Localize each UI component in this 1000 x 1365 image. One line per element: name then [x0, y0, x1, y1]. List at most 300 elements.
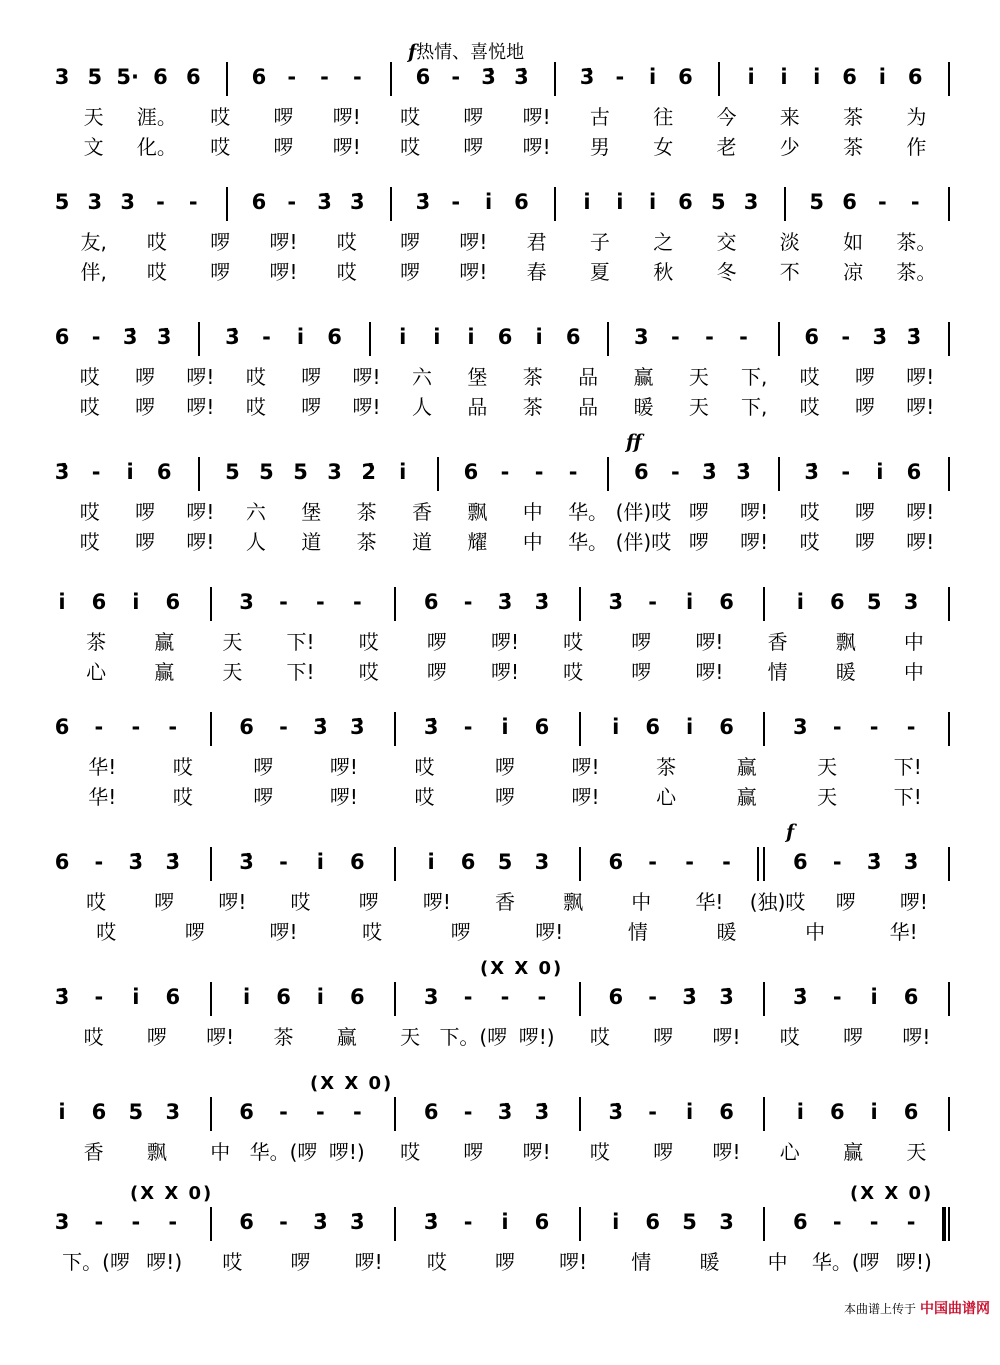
lyric-syllable: 华。 [568, 500, 609, 524]
lyric-syllable: 啰 [135, 530, 156, 554]
note: 3 [719, 1210, 734, 1234]
barline [763, 982, 765, 1016]
lyric-syllable: 啰! [354, 1250, 383, 1274]
note: - [451, 65, 461, 89]
lyric-syllable: 啰! [522, 105, 551, 129]
dynamic-f: f [408, 41, 417, 63]
lyric-syllable: 哎 [414, 755, 435, 779]
lyric-syllable: 啰!) [896, 1250, 932, 1274]
lyric-syllable: 哎 [172, 785, 193, 809]
note: 3̇ [350, 715, 365, 739]
barline [210, 847, 212, 881]
note: i [747, 65, 755, 89]
lyric-syllable: 华。(啰 [811, 1250, 880, 1274]
barline [394, 1097, 396, 1131]
lyric-syllable: 化。 [136, 135, 177, 159]
lyric-syllable: 啰! [490, 630, 520, 654]
barline [757, 847, 759, 881]
note: 6 [423, 590, 439, 614]
lyric-syllable: 啰 [631, 660, 652, 684]
barline [948, 847, 950, 881]
note: 3̇ [866, 850, 882, 874]
lyric-syllable: 啰 [495, 755, 515, 779]
lyric-syllable: 啰! [269, 230, 298, 254]
note: - [463, 1100, 473, 1124]
lyric-syllable: 啰 [854, 365, 875, 389]
lyric-syllable: 女 [653, 135, 674, 159]
music-system-10 [0, 1183, 1000, 1365]
note: 3 [54, 1210, 70, 1234]
note: - [705, 325, 714, 349]
note: - [94, 985, 104, 1009]
note: - [832, 715, 842, 739]
lyric-syllable: 飘 [835, 630, 856, 654]
note: i [58, 1100, 66, 1124]
lyric-syllable: 啰 [301, 395, 322, 419]
lyric-syllable: 飘 [146, 1140, 167, 1164]
note: 3̇ [317, 190, 332, 214]
lyric-syllable: 暖 [699, 1250, 720, 1274]
note: - [537, 985, 547, 1009]
note: i [58, 590, 66, 614]
note: 6 [460, 850, 476, 874]
note: 3 [793, 715, 808, 739]
lyric-syllable: 天 [817, 785, 838, 809]
note: 3̇ [350, 1210, 365, 1234]
lyric-syllable: 心 [779, 1140, 800, 1164]
note: i [501, 1210, 509, 1234]
note: - [832, 985, 842, 1009]
note: 6 [239, 715, 254, 739]
barline [942, 1207, 946, 1241]
lyric-syllable: 哎 [358, 630, 379, 654]
note: 6 [829, 590, 845, 614]
lyric-syllable: 啰 [273, 105, 294, 129]
barline [226, 187, 228, 221]
lyric-syllable: (伴)哎 [615, 530, 672, 554]
note: 6 [276, 985, 291, 1009]
note: 3̇ [793, 985, 808, 1009]
lyric-syllable: 少 [779, 135, 800, 159]
lyric-syllable: 啰! [332, 105, 361, 129]
note: - [832, 850, 842, 874]
note: i [316, 850, 324, 874]
note: 3 [87, 190, 103, 214]
lyric-syllable: (伴)哎 [615, 500, 672, 524]
lyric-syllable: 华! [889, 920, 918, 944]
lyric-syllable: 啰! [559, 1250, 588, 1274]
note: 5 [866, 590, 882, 614]
note: - [279, 1100, 288, 1124]
lyric-syllable: 香 [83, 1140, 104, 1164]
lyric-syllable: 涯。 [136, 105, 177, 129]
note: 6 [185, 65, 201, 89]
lyric-syllable: 道 [301, 530, 322, 554]
lyric-syllable: 香 [767, 630, 788, 654]
note: i [878, 65, 886, 89]
lyric-syllable: 下! [286, 660, 315, 684]
barline [948, 982, 950, 1016]
barline [579, 1207, 581, 1241]
note: - [94, 715, 104, 739]
lyric-syllable: 男 [589, 135, 610, 159]
lyric-syllable: 茶 [356, 530, 377, 554]
lyric-syllable: 哎 [79, 530, 100, 554]
lyric-syllable: 啰 [495, 785, 515, 809]
note: - [832, 1210, 842, 1234]
lyric-syllable: 啰 [426, 630, 447, 654]
barline [554, 187, 556, 221]
lyric-syllable: 子 [589, 230, 610, 254]
barline [394, 1207, 396, 1241]
lyric-syllable: 啰 [154, 890, 175, 914]
note: 6 [423, 1100, 439, 1124]
note: i [612, 1210, 620, 1234]
barline [226, 62, 228, 96]
barline [763, 1207, 765, 1241]
note: - [91, 325, 101, 349]
note: 6 [645, 1210, 660, 1234]
lyric-syllable: 天 [222, 630, 243, 654]
barline [948, 322, 950, 356]
lyric-syllable: 啰! [329, 785, 358, 809]
lyric-syllable: 道 [411, 530, 432, 554]
note: 3̇ [128, 850, 144, 874]
barline [763, 1097, 765, 1131]
lyric-syllable: 啰 [463, 1140, 484, 1164]
barline [763, 847, 765, 881]
lyric-syllable: 哎 [290, 890, 311, 914]
note: 3̇ [534, 1100, 550, 1124]
note: i [399, 460, 407, 484]
lyric-syllable: 啰! [352, 365, 381, 389]
note: - [463, 1210, 473, 1234]
lyric-syllable: 啰 [400, 260, 421, 284]
lyric-syllable: 中 [631, 890, 652, 914]
note: 3̇ [579, 65, 595, 89]
note: 3̇ [514, 65, 529, 89]
lyric-syllable: 老 [716, 135, 737, 159]
lyric-syllable: 哎 [146, 230, 167, 254]
note: - [910, 190, 920, 214]
lyric-syllable: 哎 [400, 105, 421, 129]
note: 6 [565, 325, 581, 349]
lyric-syllable: 啰 [450, 920, 471, 944]
lyric-syllable: 啰 [854, 395, 875, 419]
note: - [451, 190, 461, 214]
lyric-syllable: 哎 [414, 785, 435, 809]
barline [198, 322, 200, 356]
note: i [132, 985, 140, 1009]
note: 5 [259, 460, 274, 484]
lyric-syllable: 中 [522, 530, 543, 554]
note: i [612, 715, 620, 739]
note: 5 [710, 190, 726, 214]
note: 3̇ [497, 590, 513, 614]
note: 6 [350, 985, 365, 1009]
note: 6 [327, 325, 342, 349]
lyric-syllable: 香 [411, 500, 432, 524]
note: - [131, 1210, 141, 1234]
note: 6 [645, 715, 660, 739]
lyric-syllable: 啰 [253, 755, 274, 779]
lyric-syllable: 暖 [835, 660, 856, 684]
lyric-syllable: 天 [906, 1140, 927, 1164]
barline [579, 587, 581, 621]
note: 6 [678, 65, 693, 89]
percussion-paren: (X X 0) [130, 1183, 214, 1204]
lyric-syllable: 往 [653, 105, 674, 129]
lyric-syllable: 天 [400, 1025, 421, 1049]
lyric-syllable: 中 [210, 1140, 231, 1164]
barline [763, 712, 765, 746]
note: 6 [793, 1210, 808, 1234]
barline [579, 1097, 581, 1131]
lyric-syllable: 啰! [902, 1025, 931, 1049]
lyric-syllable: 天 [222, 660, 243, 684]
lyric-syllable: 哎 [83, 1025, 104, 1049]
lyric-syllable: 啰! [571, 785, 600, 809]
note: 3̇ [122, 325, 138, 349]
note: 5 [225, 460, 240, 484]
lyric-syllable: 啰 [290, 1250, 311, 1274]
note: 3̇ [225, 325, 240, 349]
note: 3̇ [719, 985, 734, 1009]
note: - [463, 715, 473, 739]
note: - [869, 1210, 879, 1234]
note: 5 [87, 65, 103, 89]
note: 6 [534, 1210, 550, 1234]
lyric-syllable: 如 [843, 230, 864, 254]
note: 6 [153, 65, 168, 89]
lyric-syllable: 哎 [245, 365, 266, 389]
note: 6 [463, 460, 479, 484]
lyric-syllable: 啰 [135, 500, 156, 524]
note: - [671, 325, 680, 349]
lyric-syllable: 啰 [463, 135, 484, 159]
lyric-syllable: 天 [817, 755, 838, 779]
lyric-syllable: 情 [631, 1250, 652, 1274]
lyric-syllable: 下, [741, 395, 768, 419]
lyric-syllable: 啰! [906, 530, 935, 554]
note: 3̇ [906, 325, 922, 349]
note: - [648, 850, 658, 874]
barline [210, 982, 212, 1016]
note: - [279, 850, 288, 874]
note: - [168, 1210, 178, 1234]
lyric-syllable: 啰 [653, 1140, 674, 1164]
barline [198, 457, 200, 491]
lyric-syllable: 啰 [835, 890, 856, 914]
note: - [352, 65, 362, 89]
percussion-paren: (X X 0) [310, 1073, 394, 1094]
barline [948, 187, 950, 221]
note: 6 [165, 985, 181, 1009]
note: 6 [156, 460, 172, 484]
lyric-syllable: 古 [589, 105, 610, 129]
lyric-syllable: 中 [903, 660, 924, 684]
lyric-syllable: 下。(啰 [439, 1025, 508, 1049]
note: - [316, 1100, 325, 1124]
lyric-syllable: 啰! [740, 530, 769, 554]
note: 6 [251, 190, 267, 214]
lyric-syllable: 赢 [736, 785, 757, 809]
note: 3̇ [54, 985, 70, 1009]
note: 6 [91, 590, 107, 614]
barline [554, 62, 556, 96]
lyric-syllable: 君 [526, 230, 547, 254]
lyric-syllable: 啰 [688, 500, 709, 524]
note: 3 [165, 1100, 181, 1124]
lyric-syllable: 情 [767, 660, 788, 684]
note: 6 [350, 850, 365, 874]
lyric-syllable: 哎 [563, 630, 584, 654]
lyric-syllable: 啰! [899, 890, 928, 914]
lyric-syllable: 哎 [563, 660, 584, 684]
lyric-syllable: 啰 [358, 890, 379, 914]
lyric-syllable: 夏 [589, 260, 610, 284]
lyric-syllable: 哎 [86, 890, 107, 914]
note: - [279, 590, 288, 614]
lyric-syllable: 堡 [301, 500, 322, 524]
note: - [869, 715, 879, 739]
lyric-syllable: 啰! [459, 260, 488, 284]
note: 6 [165, 590, 181, 614]
lyric-syllable: 啰 [400, 230, 421, 254]
barline [390, 187, 392, 221]
note: i [427, 850, 435, 874]
lyric-syllable: 啰!) [146, 1250, 183, 1274]
lyric-syllable: 啰! [186, 395, 215, 419]
note: 6 [903, 1100, 919, 1124]
note: i [535, 325, 543, 349]
note: - [320, 65, 329, 89]
lyric-syllable: 暖 [716, 920, 737, 944]
note: - [156, 190, 165, 214]
note: i [501, 715, 509, 739]
lyric-syllable: 天 [688, 395, 709, 419]
lyric-syllable: 啰! [906, 395, 935, 419]
lyric-syllable: 哎 [362, 920, 383, 944]
note: - [279, 715, 288, 739]
note: i [780, 65, 788, 89]
note: 6 [534, 715, 550, 739]
lyric-syllable: 冬 [716, 260, 737, 284]
lyric-syllable: 哎 [210, 135, 231, 159]
note: - [722, 850, 731, 874]
note: 5 [54, 190, 70, 214]
barline [948, 1207, 950, 1241]
lyric-syllable: 华! [88, 755, 117, 779]
note: i [649, 65, 657, 89]
lyric-syllable: 哎 [799, 530, 820, 554]
barline [607, 322, 609, 356]
lyric-syllable: 啰 [210, 230, 231, 254]
lyric-syllable: 赢 [336, 1025, 357, 1049]
lyric-syllable: 啰! [269, 920, 298, 944]
note: - [648, 590, 658, 614]
note: 3̇ [313, 715, 328, 739]
note: 3 [239, 590, 254, 614]
lyric-syllable: 啰! [186, 500, 215, 524]
note: 6 [415, 65, 431, 89]
lyric-syllable: 啰! [490, 660, 520, 684]
note: 3̇ [736, 460, 751, 484]
lyric-syllable: 华! [88, 785, 117, 809]
lyric-syllable: 啰 [463, 105, 484, 129]
lyric-syllable: 啰! [422, 890, 451, 914]
note: - [279, 1210, 288, 1234]
note: - [168, 715, 178, 739]
note: 3̇ [903, 850, 919, 874]
note: i [870, 1100, 878, 1124]
lyric-syllable: 啰! [329, 755, 358, 779]
lyric-syllable: 哎 [96, 920, 117, 944]
lyric-syllable: 啰 [184, 920, 205, 944]
lyric-syllable: 赢 [633, 365, 654, 389]
barline [607, 457, 609, 491]
lyric-syllable: 友, [80, 230, 107, 254]
lyric-syllable: 茶 [656, 755, 677, 779]
lyric-syllable: 啰 [273, 135, 294, 159]
percussion-paren: (X X 0) [480, 958, 564, 979]
note: 3̇ [608, 590, 624, 614]
lyric-syllable: 下! [893, 785, 922, 809]
lyric-syllable: 华。(啰 [249, 1140, 318, 1164]
lyric-syllable: 凉 [843, 260, 864, 284]
lyric-syllable: 暖 [633, 395, 654, 419]
barline [210, 1097, 212, 1131]
note: 6 [514, 190, 529, 214]
note: 3 [120, 190, 135, 214]
note: 6 [829, 1100, 845, 1124]
lyric-syllable: 啰 [135, 395, 156, 419]
lyric-syllable: 交 [716, 230, 737, 254]
lyric-syllable: 啰!) [328, 1140, 365, 1164]
barline [948, 712, 950, 746]
lyric-syllable: 来 [779, 105, 800, 129]
note: - [671, 460, 680, 484]
barline [579, 847, 581, 881]
lyric-syllable: 啰! [712, 1025, 741, 1049]
lyric-syllable: 啰 [426, 660, 447, 684]
lyric-syllable: 茶 [356, 500, 377, 524]
lyric-syllable: 啰 [854, 500, 875, 524]
note: 6 [842, 190, 857, 214]
lyric-syllable: 人 [245, 530, 266, 554]
note: - [91, 460, 101, 484]
note: 6 [793, 850, 808, 874]
barline [394, 712, 396, 746]
lyric-syllable: 哎 [589, 1140, 610, 1164]
note: - [262, 325, 271, 349]
lyric-syllable: 啰! [352, 395, 381, 419]
lyric-syllable: 哎 [79, 395, 100, 419]
note: i [132, 590, 140, 614]
note: 3̇ [872, 325, 888, 349]
lyric-syllable: 赢 [154, 660, 175, 684]
note: i [685, 590, 694, 614]
note: - [352, 590, 362, 614]
lyric-syllable: 啰 [843, 1025, 864, 1049]
note: 3̇ [481, 65, 496, 89]
lyric-syllable: 伴, [80, 260, 107, 284]
lyric-syllable: 哎 [426, 1250, 447, 1274]
note: 3 [633, 325, 649, 349]
dynamic-mark: ff [626, 431, 642, 453]
lyric-syllable: 哎 [336, 230, 357, 254]
footer-text: 本曲谱上传于 [843, 1301, 916, 1316]
